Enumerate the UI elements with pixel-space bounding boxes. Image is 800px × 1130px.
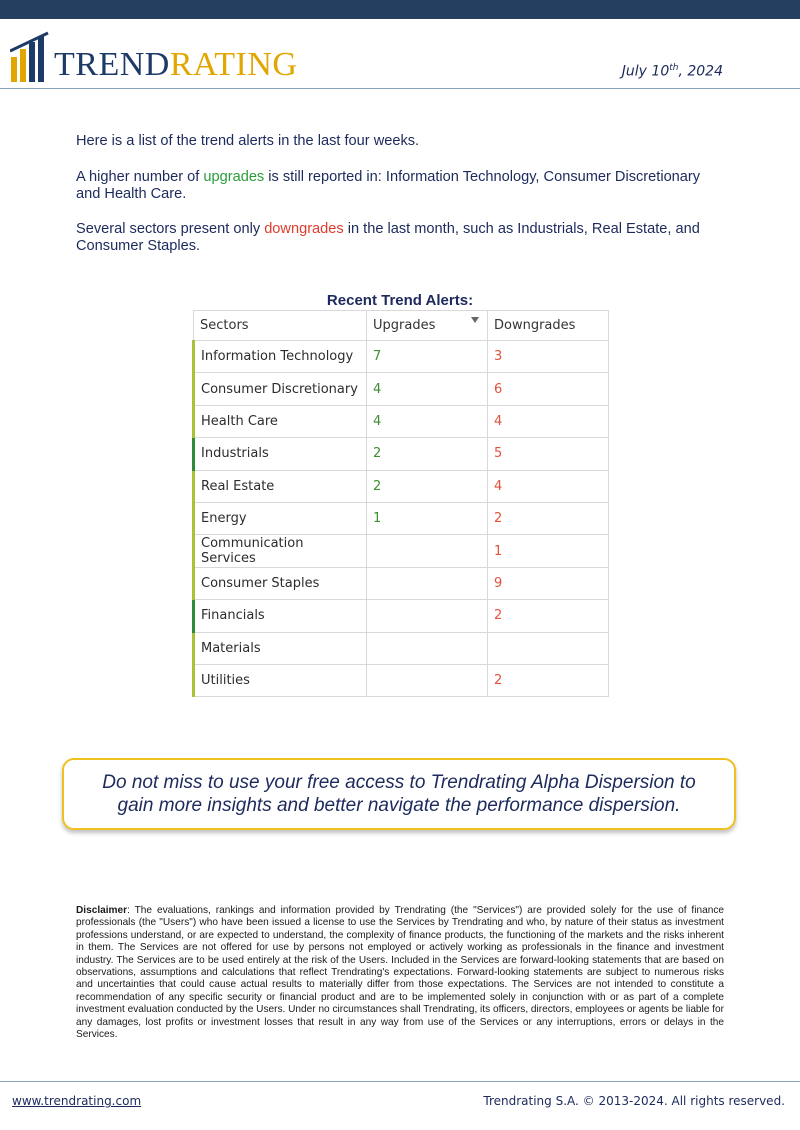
table-row[interactable]: [194, 502, 609, 534]
upgrades-cell: [367, 664, 488, 696]
sector-cell: Utilities: [194, 664, 367, 696]
sort-descending-icon[interactable]: [471, 317, 479, 323]
sector-cell: Consumer Staples: [194, 567, 367, 599]
date-ordinal: th: [669, 63, 679, 73]
date-year: , 2024: [678, 63, 723, 80]
upgrades-cell: 2: [367, 470, 488, 502]
intro-paragraph-2: [76, 169, 726, 203]
table-row[interactable]: [194, 373, 609, 405]
sector-cell: Materials: [194, 632, 367, 664]
disclaimer-label: Disclaimer: [76, 905, 128, 916]
header-divider: [0, 88, 800, 89]
upgrades-cell: 7: [367, 341, 488, 373]
header-upgrades[interactable]: [367, 311, 488, 341]
sector-cell: Industrials: [194, 438, 367, 470]
header-upgrades-label: Upgrades: [373, 318, 436, 333]
logo-word-trend: TREND: [54, 46, 170, 83]
downgrades-cell: 1: [488, 535, 609, 567]
intro-text-3a: Several sectors present only: [76, 221, 265, 237]
intro-text-2b: is still reported in: Information Technology, Consumer Discretionary and Health Care.: [76, 169, 701, 202]
table-body: [194, 341, 609, 697]
upgrades-cell: [367, 567, 488, 599]
disclaimer-text: : The evaluations, rankings and information provided by Trendrating (the "Services") are provided solely for the use of finance professionals (the "Users") who have been issued a license to use the Services by Trendrating and who, by nature of their status as investment professions understand, or are expected to understand, the complexity of finance products, the functioning of the markets and the risks inherent in them. The Services are not offered for use by persons not employed or actively working as professionals in the finance and investment industry. The Services are to be used entirely at the risk of the Users. Included in the Services are forward-looking statements that are based on observations, assumptions and calculations that reflect Trendrating's expectations. Forward-looking statements are subject to numerous risks and uncertainties that could cause actual results to materially differ from those expectations. The Services are not intended to constitute a recommendation of any specific security or financial product and are to be implemented solely in conjunction with or as part of a complete investment evaluation conducted by the Users. Under no circumstances shall Trendrating, its officers, directors, employees or agents be liable for any damages, lost profits or investment losses that result in any way from use of the Services or any interruptions, errors or delays in the Services.: [76, 905, 724, 1041]
table-row[interactable]: [194, 600, 609, 632]
header-downgrades[interactable]: Downgrades: [488, 311, 609, 341]
sector-cell: Financials: [194, 600, 367, 632]
logo-wordmark: [54, 48, 298, 82]
sector-cell: Health Care: [194, 405, 367, 437]
date-day: July 10: [621, 63, 670, 80]
table-row[interactable]: [194, 438, 609, 470]
intro-text-2a: A higher number of: [76, 169, 204, 185]
callout-text: Do not miss to use your free access to Trendrating Alpha Dispersion to gain more insights and better navigate the performance dispersion.: [102, 772, 696, 816]
footer-divider: [0, 1081, 800, 1082]
sector-cell: Consumer Discretionary: [194, 373, 367, 405]
table-row[interactable]: [194, 567, 609, 599]
downgrades-cell: 9: [488, 567, 609, 599]
sector-cell: Communication Services: [194, 535, 367, 567]
table-row[interactable]: [194, 632, 609, 664]
upgrades-cell: [367, 632, 488, 664]
intro-paragraph-3: [76, 221, 726, 255]
downgrades-cell: 6: [488, 373, 609, 405]
alpha-dispersion-callout: [62, 758, 736, 830]
upgrades-cell: 2: [367, 438, 488, 470]
table-title: Recent Trend Alerts:: [326, 292, 474, 309]
sector-cell: Real Estate: [194, 470, 367, 502]
downgrades-cell: 3: [488, 341, 609, 373]
intro-paragraph-1: [76, 133, 726, 150]
disclaimer: [76, 905, 724, 1041]
downgrades-cell: 4: [488, 405, 609, 437]
top-bar: [0, 0, 800, 19]
intro-text-1: Here is a list of the trend alerts in the last four weeks.: [76, 133, 420, 149]
header-sectors[interactable]: Sectors: [194, 311, 367, 341]
sector-cell: Information Technology: [194, 341, 367, 373]
table-header-row: [194, 311, 609, 341]
downgrades-cell: 2: [488, 502, 609, 534]
upgrades-cell: [367, 535, 488, 567]
downgrades-cell: 2: [488, 600, 609, 632]
trendrating-logo: [10, 29, 298, 83]
upgrades-cell: 4: [367, 405, 488, 437]
intro-text-3b: in the last month, such as Industrials, Real Estate, and Consumer Staples.: [76, 221, 700, 254]
downgrades-cell: 5: [488, 438, 609, 470]
upgrades-cell: 1: [367, 502, 488, 534]
trend-alerts-table: [192, 310, 609, 697]
table-row[interactable]: [194, 664, 609, 696]
report-date: [622, 63, 723, 80]
upgrades-highlight: upgrades: [203, 169, 265, 185]
downgrades-highlight: downgrades: [264, 221, 344, 237]
downgrades-cell: 2: [488, 664, 609, 696]
logo-word-rating: RATING: [169, 46, 298, 83]
downgrades-cell: 4: [488, 470, 609, 502]
downgrades-cell: [488, 632, 609, 664]
upgrades-cell: [367, 600, 488, 632]
upgrades-cell: 4: [367, 373, 488, 405]
logo-bars-icon: [10, 31, 50, 83]
sector-cell: Energy: [194, 502, 367, 534]
table-row[interactable]: [194, 341, 609, 373]
table-row[interactable]: [194, 470, 609, 502]
table-row[interactable]: [194, 535, 609, 567]
website-link[interactable]: www.trendrating.com: [12, 1094, 142, 1108]
copyright-notice: Trendrating S.A. © 2013-2024. All rights reserved.: [483, 1094, 785, 1108]
table-row[interactable]: [194, 405, 609, 437]
